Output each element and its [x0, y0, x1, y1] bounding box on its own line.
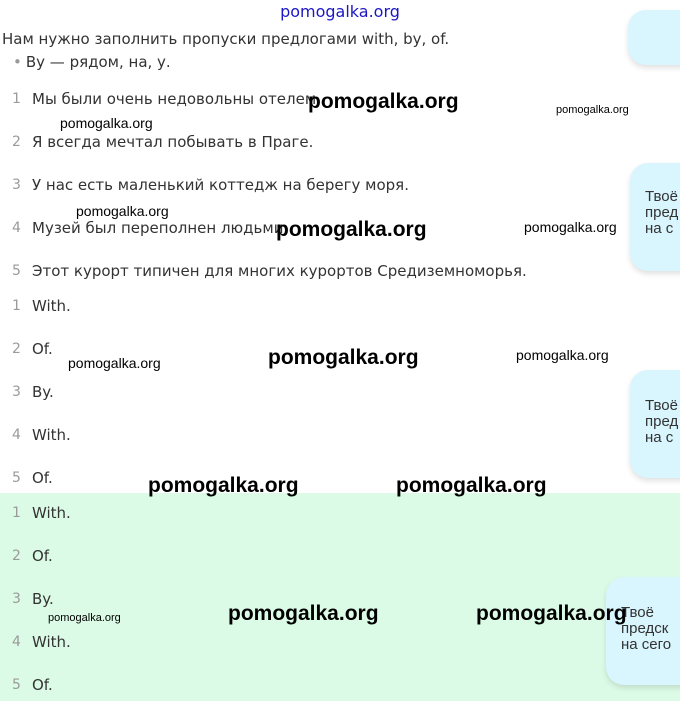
answer-item: By. — [32, 383, 54, 401]
list-item: Этот курорт типичен для многих курортов Средиземноморья. — [32, 262, 527, 280]
answer-number: 1 — [12, 298, 21, 314]
list-item-number: 4 — [12, 220, 21, 236]
answer-item: With. — [32, 504, 71, 522]
watermark: pomogalka.org — [228, 602, 379, 625]
answer-number: 3 — [12, 591, 21, 607]
promo-bubble[interactable] — [630, 163, 680, 271]
list-item-number: 5 — [12, 263, 21, 279]
answer-number: 5 — [12, 677, 21, 693]
watermark: pomogalka.org — [276, 218, 427, 241]
bubble-line: Твоё — [621, 604, 654, 621]
list-item: Музей был переполнен людьми. — [32, 219, 289, 237]
answer-item: With. — [32, 297, 71, 315]
answer-number: 4 — [12, 634, 21, 650]
answer-number: 2 — [12, 548, 21, 564]
promo-bubble-partial[interactable] — [628, 10, 680, 65]
answer-number: 2 — [12, 341, 21, 357]
watermark: pomogalka.org — [396, 474, 547, 497]
answer-item: Of. — [32, 547, 53, 565]
bubble-line: пред — [645, 204, 679, 221]
bubble-line: Твоё — [645, 188, 678, 205]
bubble-line: предск — [621, 620, 669, 637]
watermark: pomogalka.org — [476, 602, 627, 625]
watermark: pomogalka.org — [60, 115, 153, 131]
answer-item: By. — [32, 590, 54, 608]
bubble-line: пред — [645, 413, 679, 430]
bullet-dot-icon: • — [13, 53, 22, 71]
answer-number: 3 — [12, 384, 21, 400]
answer-item: Of. — [32, 340, 53, 358]
site-link[interactable]: pomogalka.org — [280, 2, 400, 21]
promo-bubble[interactable] — [630, 370, 680, 478]
bubble-line: на с — [645, 429, 674, 446]
watermark: pomogalka.org — [68, 355, 161, 371]
promo-bubble[interactable] — [606, 577, 680, 685]
list-item: Мы были очень недовольны отелем. — [32, 90, 321, 108]
answer-item: Of. — [32, 469, 53, 487]
hint-bullet — [13, 53, 171, 71]
bubble-line: на с — [645, 220, 674, 237]
watermark: pomogalka.org — [516, 347, 609, 363]
list-item: У нас есть маленький коттедж на берегу моря. — [32, 176, 409, 194]
bubble-line: на сего — [621, 636, 672, 653]
answer-block-highlight — [0, 493, 680, 701]
answer-number: 1 — [12, 505, 21, 521]
watermark: pomogalka.org — [308, 90, 459, 113]
answer-number: 4 — [12, 427, 21, 443]
answer-item: Of. — [32, 676, 53, 694]
intro-text: Нам нужно заполнить пропуски предлогами with, by, of. — [2, 30, 450, 48]
list-item: Я всегда мечтал побывать в Праге. — [32, 133, 314, 151]
bubble-line: Твоё — [645, 397, 678, 414]
list-item-number: 2 — [12, 134, 21, 150]
list-item-number: 1 — [12, 91, 21, 107]
answer-item: With. — [32, 426, 71, 444]
answer-item: With. — [32, 633, 71, 651]
hint-text: By — рядом, на, у. — [25, 53, 171, 71]
watermark: pomogalka.org — [48, 612, 121, 624]
watermark: pomogalka.org — [556, 104, 629, 116]
watermark: pomogalka.org — [524, 219, 617, 235]
list-item-number: 3 — [12, 177, 21, 193]
watermark: pomogalka.org — [76, 203, 169, 219]
watermark: pomogalka.org — [268, 346, 419, 369]
answer-number: 5 — [12, 470, 21, 486]
watermark: pomogalka.org — [148, 474, 299, 497]
